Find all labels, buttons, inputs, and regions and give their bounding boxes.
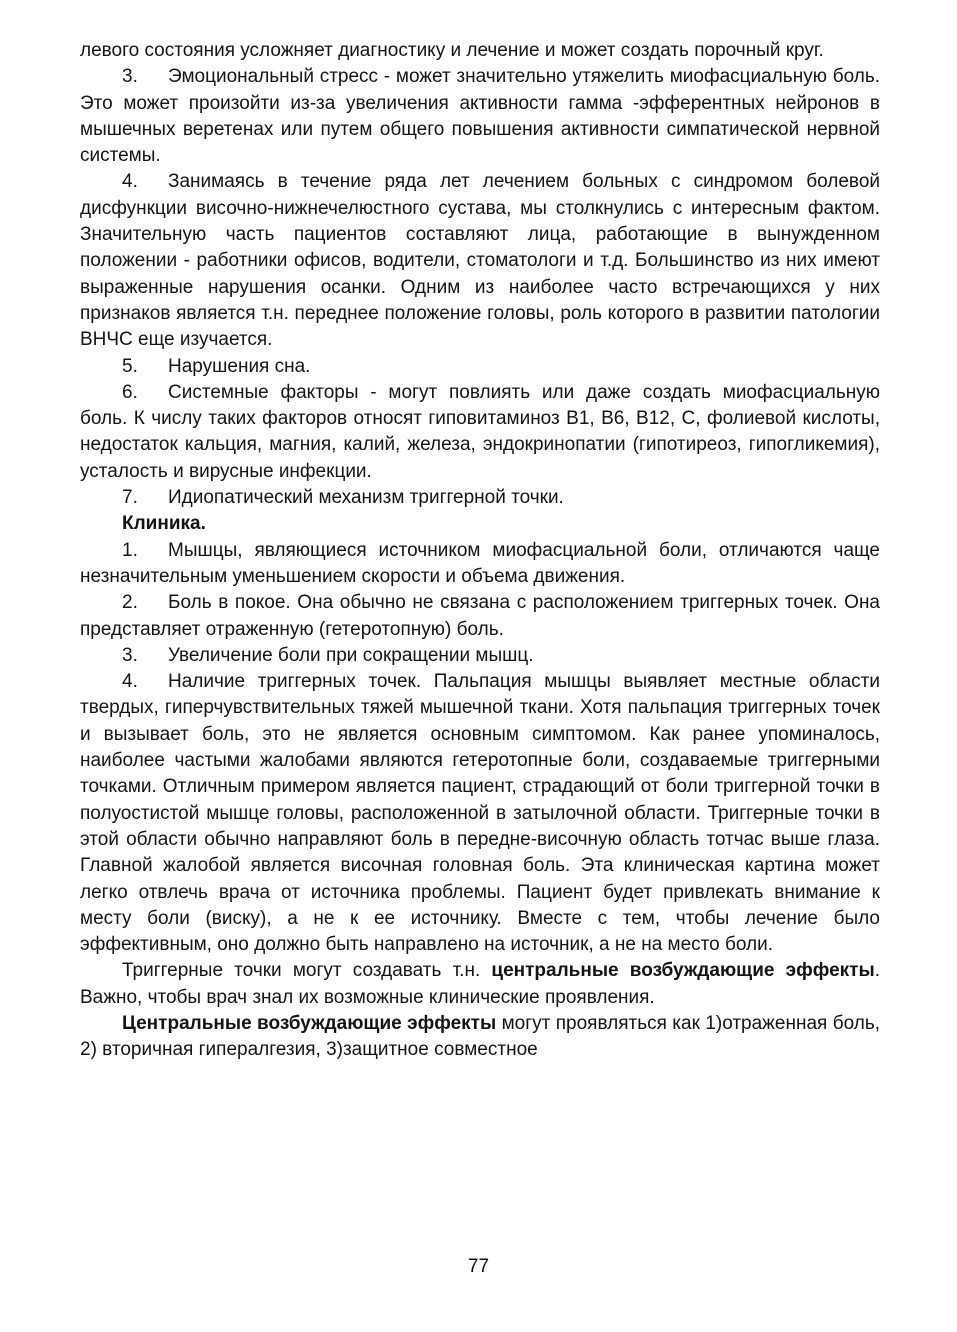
list-number: 3. [122,66,138,88]
paragraph-text: . Важно, чтобы врач знал их возможные клинические проявления. [80,960,880,1008]
page-text [80,38,880,1064]
bold-term: Центральные возбуждающие эффекты [122,1012,497,1034]
list-number: 3. [122,644,138,666]
list-number: 4. [122,671,138,693]
list-number: 6. [122,381,138,403]
list-item-text: Идиопатический механизм триггерной точки. [168,487,564,509]
list-item-text: Эмоциональный стресс - может значительно утяжелить миофасциальную боль. Это может произойти из-за увеличения активности гамма -эфферентных нейронов в мышечных веретенах или путем общего повышения активности симпатической нервной системы. [80,66,880,167]
page-number: 77 [467,1256,490,1277]
paragraph-text: могут проявляться как 1)отраженная боль, 2) вторичная гипералгезия, 3)защитное совместное [80,1012,880,1061]
list-item [80,538,880,591]
list-item-text: Боль в покое. Она обычно не связана с расположением триггерных точек. Она представляет отраженную (гетеротопную) боль. [80,592,880,640]
section-heading: Клиника. [122,513,206,535]
list-item [80,669,880,958]
list-number: 4. [122,171,138,193]
list-item [80,354,880,380]
list-item-text: Увеличение боли при сокращении мышц. [168,644,534,666]
paragraph-continuation [80,38,880,64]
list-item [80,169,880,353]
list-item-text: Занимаясь в течение ряда лет лечением больных с синдромом болевой дисфункции височно-нижнечелюстного сустава, мы столкнулись с интересным фактом. Значительную часть пациентов составляют лица, работающие в вынужденном положении - работники офисов, водители, стоматологи и т.д. Большинство из них имеют выраженные нарушения осанки. Одним из наиболее часто встречающихся у них признаков является т.н. переднее положение головы, роль которого в развитии патологии ВНЧС еще изучается. [80,171,880,351]
list-item [80,485,880,511]
list-item-text: Системные факторы - могут повлиять или даже создать миофасциальную боль. К числу таких факторов относят гиповитаминоз В1, В6, В12, С, фолиевой кислоты, недостаток кальция, магния, калий, железа, эндокринопатии (гипотиреоз, гипогликемия), усталость и вирусные инфекции. [80,381,880,482]
paragraph-text: Триггерные точки могут создавать т.н. [122,960,492,982]
paragraph [80,958,880,1011]
list-number: 5. [122,355,138,377]
bold-term: центральные возбуждающие эффекты [491,960,875,982]
list-item [80,590,880,643]
list-item-text: Нарушения сна. [168,355,311,377]
list-number: 2. [122,592,138,614]
list-number: 1. [122,539,138,561]
paragraph-text: левого состояния усложняет диагностику и лечение и может создать порочный круг. [80,40,824,61]
list-item-text: Наличие триггерных точек. Пальпация мышцы выявляет местные области твердых, гиперчувствительных тяжей мышечной ткани. Хотя пальпация триггерных точек и вызывает боль, это не является основным симптомом. Как ранее упоминалось, наиболее частыми жалобами являются гетеротопные боли, создаваемые триггерными точками. Отличным примером является пациент, страдающий от боли триггерной точки в полуостистой мышце головы, расположенной в затылочной области. Триггерные точки в этой области обычно направляют боль в передне-височную область тотчас выше глаза. Главной жалобой является височная головная боль. Эта клиническая картина может легко отвлечь врача от источника проблемы. Пациент будет привлекать внимание к месту боли (виску), а не к ее источнику. Вместе с тем, чтобы лечение было эффективным, оно должно быть направлено на источник, а не на место боли. [80,671,880,956]
list-number: 7. [122,487,138,509]
list-item [80,64,880,169]
paragraph [80,1011,880,1064]
list-item [80,643,880,669]
list-item [80,380,880,485]
list-item-text: Мышцы, являющиеся источником миофасциальной боли, отличаются чаще незначительным уменьшением скорости и объема движения. [80,539,880,587]
